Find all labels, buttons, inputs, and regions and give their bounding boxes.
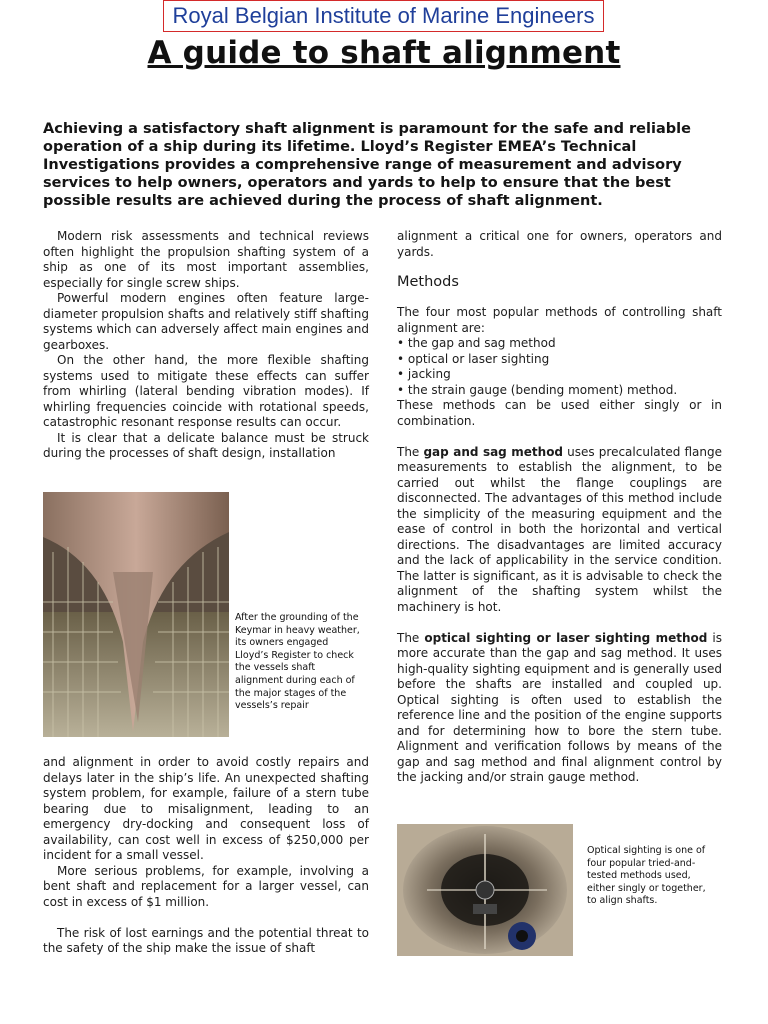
left-column-bottom [43,755,369,957]
optical-paragraph [397,631,722,786]
right-column-top [397,229,722,260]
left-paragraph-7: The risk of lost earnings and the potential threat to the safety of the ship make the issue of shaft [43,925,369,955]
left-paragraph-1: Modern risk assessments and technical reviews often highlight the propulsion shafting system of a ship as one of its most important assemblies, especially for single screw ships. [43,229,369,290]
methods-list-item: • jacking [397,367,451,381]
optical-term: optical sighting or laser sighting method [424,630,708,645]
optical-text: is more accurate than the gap and sag method. It uses high-quality sighting equipment and is generally used before the shafts are installed and coupled up. Optical sighting is often used to establish the reference line and the position of the engine supports and for determining how to bore the stern tube. Alignment and verification follows by means of the gap and sag method and final alignment control by the jacking and/or strain gauge method. [397,630,723,784]
left-paragraph-5: and alignment in order to avoid costly repairs and delays later in the ship’s life. An unexpected shafting system problem, for example, failure of a stern tube bearing due to misalignment, leading to an emergency dry-docking and consequent loss of availability, can cost well in excess of $250,000 per incident for a small vessel. [43,755,369,862]
optical-prefix: The [397,630,425,645]
methods-intro: The four most popular methods of controlling shaft alignment are: [397,305,722,335]
page-title: A guide to shaft alignment [147,35,621,71]
methods-heading: Methods [397,274,459,290]
methods-list-item: • the gap and sag method [397,336,556,350]
methods-list-item: • the strain gauge (bending moment) method. [397,382,678,397]
methods-list-item: • optical or laser sighting [397,351,550,366]
methods-outro: These methods can be used either singly or in combination. [397,398,722,428]
right-column-methods [397,305,722,786]
gap-sag-text: uses precalculated flange measurements to establish the alignment, to be carried out whilst the flange couplings are disconnected. The advantages of this method include the simplicity of the measuring equipment and the ease of control in both the horizontal and vertical directions. The disadvantages are limited accuracy and the lack of applicability in the service condition. The latter is significant, as it is advisable to check the alignment of the shafting system whilst the machinery is hot. [397,444,722,614]
left-paragraph-2: Powerful modern engines often feature large-diameter propulsion shafts and relatively stiff shafting systems which can adversely affect main engines and gearboxes. [43,291,369,352]
right-paragraph-1: alignment a critical one for owners, operators and yards. [397,229,722,259]
intro-paragraph: Achieving a satisfactory shaft alignment is paramount for the safe and reliable operation of a ship during its lifetime. Lloyd’s Register EMEA’s Technical Investigations provides a comprehensive range of measurement and advisory services to help owners, operators and yards to help to ensure that the best possible results are achieved during the process of shaft alignment. [43,121,691,209]
gap-sag-term: gap and sag method [423,444,564,459]
ship-drydock-illustration [43,492,229,737]
methods-list [397,336,722,398]
ship-drydock-photo [43,492,229,737]
left-paragraph-3: On the other hand, the more flexible shafting systems used to mitigate these effects can suffer from whirling (lateral bending vibration modes). If whirling frequencies coincide with rotational speeds, catastrophic resonant response results can occur. [43,353,369,429]
optical-sighting-photo [397,824,573,956]
institute-name: Royal Belgian Institute of Marine Engineers [163,0,604,32]
optical-sighting-illustration [397,824,573,956]
gap-sag-prefix: The [397,444,424,459]
figure1-caption: After the grounding of the Keymar in heavy weather, its owners engaged Lloyd’s Register to check the vessels shaft alignment during each of the major stages of the vessels’s repair [235,612,360,712]
left-paragraph-6: More serious problems, for example, involving a bent shaft and replacement for a larger vessel, can cost in excess of $1 million. [43,863,369,909]
left-paragraph-4: It is clear that a delicate balance must be struck during the processes of shaft design, installation [43,430,369,460]
figure2-caption: Optical sighting is one of four popular tried-and-tested methods used, either singly or together, to align shafts. [587,845,706,907]
gap-sag-paragraph [397,445,722,616]
left-column-top [43,229,369,462]
